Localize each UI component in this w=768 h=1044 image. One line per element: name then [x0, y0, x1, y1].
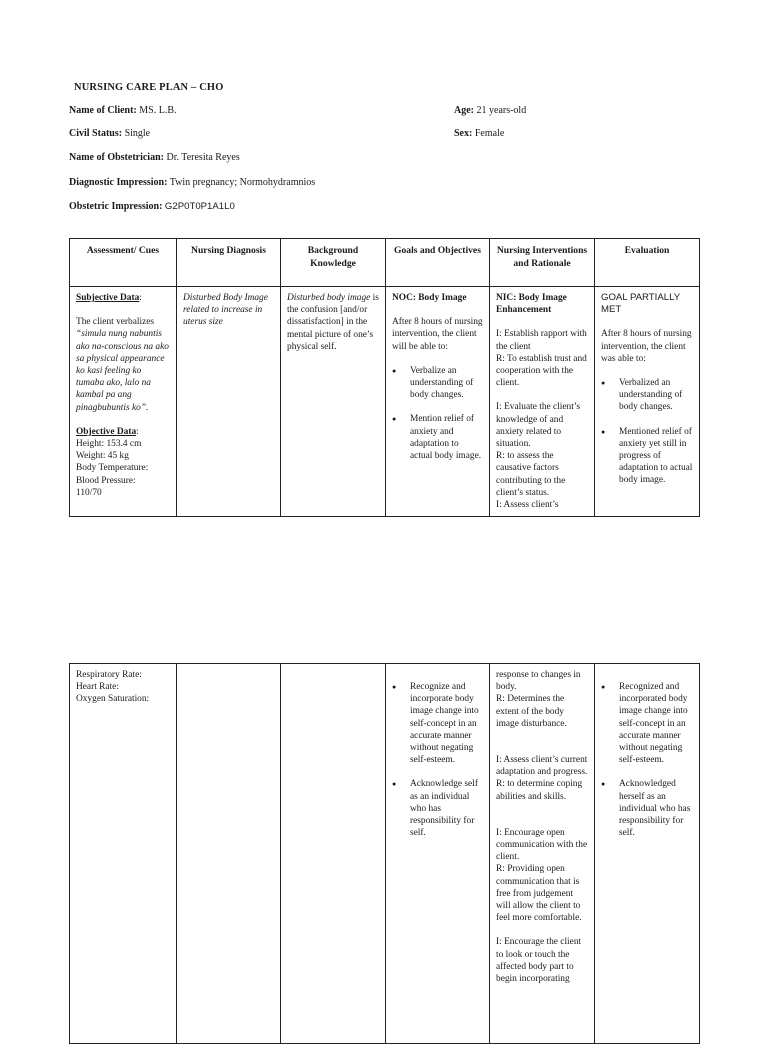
intervention-text: I: Encourage open communication with the client.: [496, 827, 588, 863]
table-row: [70, 287, 700, 517]
list-item: ● Verbalized an understanding of body changes.: [601, 377, 693, 414]
goals-cell: [386, 664, 490, 1044]
objective-colon: :: [136, 426, 139, 437]
age-value: 21 years-old: [476, 105, 527, 116]
intervention-text: I: Encourage the client to look or touch the affected body part to begin incorporating: [496, 937, 582, 985]
rationale-text: R: Providing open communication that is free from judgement will allow the client to feel more comfortable.: [496, 864, 582, 924]
diagnostic-impression-label: Diagnostic Impression:: [69, 177, 168, 188]
care-plan-table-page1: [69, 238, 700, 517]
client-name-field: [69, 105, 177, 117]
body-temperature-label: Body Temperature:: [76, 463, 149, 474]
rationale-text: R: to determine coping abilities and skills.: [496, 779, 583, 802]
obstetrician-field: [69, 152, 240, 164]
obstetric-impression-label: Obstetric Impression:: [69, 201, 163, 212]
header-evaluation: Evaluation: [595, 239, 700, 287]
background-cell: [281, 287, 386, 517]
assessment-cell: [70, 287, 177, 517]
noc-label: NOC: Body Image: [392, 293, 467, 303]
rationale-text: R: Determines the extent of the body image disturbance.: [496, 694, 567, 729]
intervention-text: I: Establish rapport with the client: [496, 329, 587, 352]
civil-status-value: Single: [124, 128, 151, 139]
respiratory-rate-label: Respiratory Rate:: [76, 670, 142, 680]
list-item: ● Recognized and incorporated body image change into self-concept in an accurate manner without negating self-esteem.: [601, 681, 693, 766]
obstetrician-label: Name of Obstetrician:: [69, 152, 164, 163]
subjective-data-label: Subjective Data: [76, 293, 140, 303]
blood-pressure-value: 110/70: [76, 487, 102, 498]
document-title: NURSING CARE PLAN – CHO: [74, 82, 224, 93]
evaluation-status: GOAL PARTIALLY MET: [601, 292, 680, 316]
diagnostic-impression-value: Twin pregnancy; Normohydramnios: [169, 177, 316, 188]
rationale-text: R: To establish trust and cooperation with the client.: [496, 353, 587, 389]
header-goals: Goals and Objectives: [386, 239, 490, 287]
diagnostic-impression-field: [69, 177, 315, 189]
header-assessment: Assessment/ Cues: [70, 239, 177, 287]
list-item: ● Mention relief of anxiety and adaptation to actual body image.: [392, 413, 483, 462]
objective-data-label: Objective Data: [76, 426, 137, 437]
blood-pressure-label: Blood Pressure:: [76, 475, 136, 486]
list-item: ● Verbalize an understanding of body changes.: [392, 365, 483, 402]
subjective-quote: “simula nung nabuntis ako na-conscious na ako sa physical appearance ko kasi feeling ko tumaba ako, lalo na kambal pa ang pinagbubuntis ko”.: [76, 329, 169, 413]
table-row: [70, 664, 700, 1044]
nursing-diagnosis-text: Disturbed Body Image related to increase in uterus size: [183, 293, 268, 328]
civil-status-field: [69, 128, 150, 140]
sex-value: Female: [474, 128, 505, 139]
obstetric-impression-field: [69, 201, 235, 213]
list-item: ● Mentioned relief of anxiety yet still in progress of adaptation to actual body image.: [601, 426, 693, 487]
heart-rate-label: Heart Rate:: [76, 682, 119, 693]
sex-label: Sex:: [454, 128, 473, 139]
subjective-intro: The client verbalizes: [76, 317, 155, 328]
table-header-row: [70, 239, 700, 287]
background-cell: [281, 664, 386, 1044]
civil-status-label: Civil Status:: [69, 128, 123, 139]
diagnosis-cell: [177, 664, 281, 1044]
care-plan-table-page2: [69, 663, 700, 1044]
sex-field: [454, 128, 504, 140]
nic-label: NIC: Body Image Enhancement: [496, 293, 567, 316]
oxygen-saturation-label: Oxygen Saturation:: [76, 694, 150, 705]
subjective-colon: :: [139, 293, 142, 303]
obstetric-impression-value: G2P0T0P1A1L0: [164, 201, 235, 212]
evaluation-cell: [595, 287, 700, 517]
age-label: Age:: [454, 105, 474, 116]
evaluation-cell: [595, 664, 700, 1044]
list-item: ● Recognize and incorporate body image change into self-concept in an accurate manner without negating self-esteem.: [392, 681, 483, 766]
intervention-text: I: Assess client’s current adaptation and progress.: [496, 755, 588, 778]
header-background: Background Knowledge: [281, 239, 386, 287]
intervention-text: I: Assess client’s: [496, 500, 559, 511]
assessment-cell: [70, 664, 177, 1044]
background-text: is the confusion [and/or dissatisfaction] in the mental picture of one’s physical self.: [287, 293, 379, 352]
client-name-value: MS. L.B.: [139, 105, 177, 116]
client-name-label: Name of Client:: [69, 105, 137, 116]
intervention-text: response to changes in body.: [496, 670, 581, 693]
weight-value: Weight: 45 kg: [76, 451, 129, 462]
interventions-cell: [490, 664, 595, 1044]
obstetrician-value: Dr. Teresita Reyes: [166, 152, 240, 163]
list-item: ● Acknowledged herself as an individual who has responsibility for self.: [601, 778, 693, 839]
background-term: Disturbed body image: [287, 293, 371, 303]
intervention-text: I: Evaluate the client’s knowledge of and anxiety related to situation.: [496, 402, 581, 450]
height-value: Height: 153.4 cm: [76, 439, 142, 450]
goals-cell: [386, 287, 490, 517]
list-item: ● Acknowledge self as an individual who has responsibility for self.: [392, 778, 483, 839]
age-field: [454, 105, 526, 117]
header-diagnosis: Nursing Diagnosis: [177, 239, 281, 287]
header-interventions: Nursing Interventions and Rationale: [490, 239, 595, 287]
rationale-text: R: to assess the causative factors contributing to the client’s status.: [496, 451, 566, 498]
goal-intro: After 8 hours of nursing intervention, the client will be able to:: [392, 317, 483, 352]
interventions-cell: [490, 287, 595, 517]
evaluation-intro: After 8 hours of nursing intervention, the client was able to:: [601, 329, 692, 364]
diagnosis-cell: [177, 287, 281, 517]
